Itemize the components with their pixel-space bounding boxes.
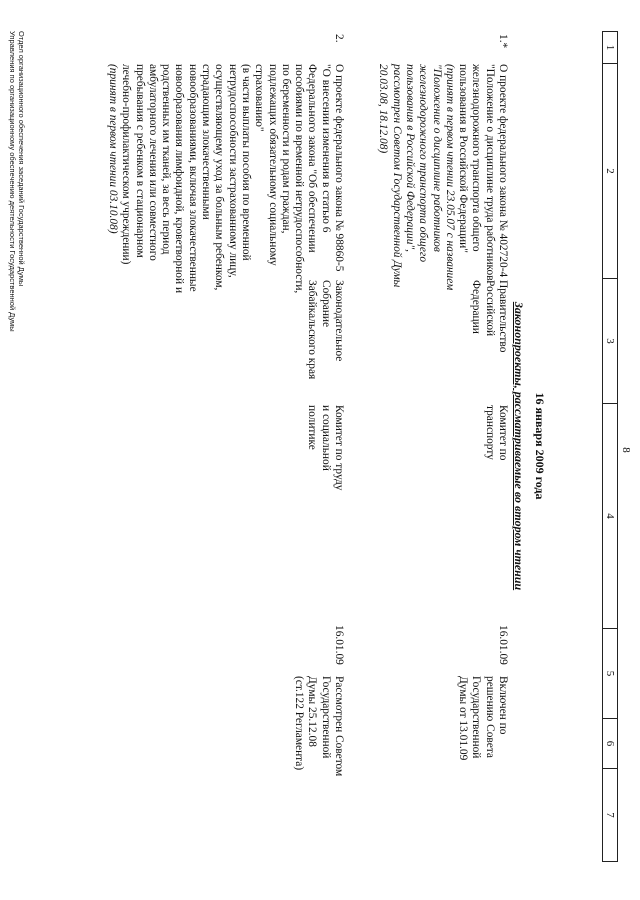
row-number: 1.* [497,34,509,49]
column-number-cell: 5 [603,629,618,719]
bill-title-line: пособиями по временной нетрудоспособности, [293,64,306,294]
bill-title-line: пребывания с ребенком в стационарном [133,64,146,258]
footer-line: Управления по организационному обеспечению деятельности Государственной Думы [8,31,17,332]
note-line: решению Совета [483,676,496,758]
section-subtitle: Законопроекты, рассматриваемые во втором чтении [512,301,526,591]
bill-title-line: О проекте федерального закона № 402720-4 [497,64,509,278]
committee-line: и социальной [319,405,332,471]
bill-title-line: рассмотрен Советом Государственной Думы [390,64,403,288]
bill-title-line: железнодорожного транспорта общего [470,64,483,252]
note-line: Включен по [497,676,509,735]
initiator-line: Забайкальского края [306,280,319,380]
initiator-line: Правительство [497,280,509,353]
bill-title-line: подлежащих обязательному социальному [266,64,279,266]
committee [305,405,345,510]
initiator [305,280,345,400]
bill-title-line: О проекте федерального закона № 98860-5 [333,64,345,272]
section-date-heading: 16 января 2009 года [533,392,547,500]
consideration-date: 16.01.09 [497,625,509,665]
note-line: Рассмотрен Советом [333,676,345,777]
bill-title-line: "Положение о дисциплине труда работников [483,64,496,281]
bill-title-line: по беременности и родам граждан, [279,64,292,234]
bill-title-line: страдающим злокачественными [200,64,213,220]
footer [8,31,26,332]
committee-line: Комитет по труду [333,405,345,491]
bill-title-line: железнодорожного транспорта общего [417,64,430,263]
committee-line: Комитет по [497,405,509,461]
initiator-line: Федерации [470,280,483,334]
bill-title-line: "О внесении изменения в статью 6 [319,64,332,233]
committee-line: политике [306,405,319,450]
note-line: Государственной [319,676,332,759]
bill-title [106,64,345,294]
column-number-header [602,31,618,862]
bill-title-line: осуществляющему уход за больным ребенком, [213,64,226,291]
note-line: Государственной [470,676,483,759]
initiator [469,280,509,400]
committee-line: транспорту [483,405,496,460]
note [292,676,345,786]
column-number-cell: 4 [603,404,618,629]
row-number: 2. [333,34,345,43]
bill-title-line: "Положение о дисциплине работников [430,64,443,252]
bill-title-line: Федерального закона "Об обеспечении [306,64,319,253]
bill-title-line: пользования в Российской Федерации", [403,64,416,253]
bill-title-line: страхованию" [253,64,266,132]
initiator-line: Российской [483,280,496,337]
column-number-row [603,32,618,862]
bill-title-line: лечебно-профилактическом учреждении) [120,64,133,265]
note-line: Думы от 13.01.09 [457,676,470,761]
bill-title-line: 20.03.08, 18.12.08) [377,64,390,154]
page-number: 8 [620,447,632,453]
initiator-line: Законодательное [333,280,345,362]
column-number-cell: 1 [603,32,618,64]
initiator-line: Собрание [319,280,332,328]
note [456,676,509,786]
bill-title-line: пользования в Российской Федерации" [457,64,470,253]
note-line: Думы 25.12.08 [306,676,319,747]
note-line: (ст.122 Регламента) [293,676,306,771]
bill-title [376,64,509,291]
bill-title-line: новообразованиями, включая злокачественные [186,64,199,292]
consideration-date: 16.01.09 [333,625,345,665]
committee [482,405,509,510]
bill-title-line: новообразования лимфоидной, кроветворной и [173,64,186,294]
bill-title-line: родственных им тканей, за весь период [160,64,173,255]
bill-title-line: нетрудоспособности застрахованному лицу, [226,64,239,278]
bill-title-line: амбулаторного лечения или совместного [146,64,159,261]
column-number-cell: 7 [603,769,618,862]
column-number-cell: 2 [603,64,618,279]
bill-title-line: (принят в первом чтении 23.05.07 с названием [443,64,456,291]
bill-title-line: (в части выплаты пособия по временной [239,64,252,261]
column-number-cell: 3 [603,279,618,404]
bill-title-line: (принят в первом чтении 03.10.08) [106,64,119,234]
footer-line: Отдел организационного обеспечения заседаний Государственной Думы [17,31,26,287]
column-number-cell: 6 [603,719,618,769]
